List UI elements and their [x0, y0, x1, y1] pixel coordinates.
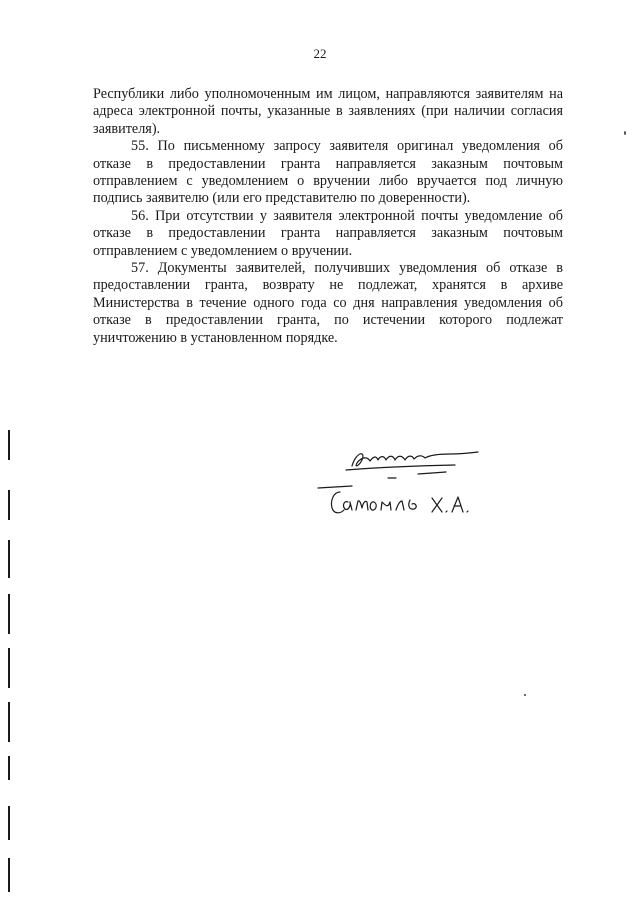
scan-speck [524, 694, 526, 696]
scan-mark [8, 430, 10, 460]
paragraph-57: 57. Документы заявителей, получивших уведомления об отказе в предоставлении гранта, возврату не подлежат, хранятся в архиве Министерства в течение одного года со дня направления уведомления об отказе в предоставлении гранта, по истечении которого подлежат уничтожению в установленном порядке. [93, 260, 563, 346]
scan-mark [8, 648, 10, 688]
signature-icon [310, 430, 510, 530]
paragraph-56: 56. При отсутствии у заявителя электронной почты уведомление об отказе в предоставлении гранта направляется заказным почтовым отправлением с уведомлением о вручении. [93, 207, 563, 259]
scan-mark [8, 756, 10, 780]
scan-mark [8, 540, 10, 578]
scan-mark [8, 594, 10, 634]
page-number: 22 [313, 46, 327, 61]
scan-mark [8, 858, 10, 892]
scan-speck [624, 131, 626, 135]
document-body [93, 86, 563, 347]
scan-mark [8, 490, 10, 520]
scan-mark [8, 702, 10, 742]
handwritten-signature [310, 430, 510, 530]
paragraph-55: 55. По письменному запросу заявителя оригинал уведомления об отказе в предоставлении гранта направляется заказным почтовым отправлением с уведомлением о вручении либо вручается под личную подпись заявителю (или его представителю по доверенности). [93, 138, 563, 207]
scan-mark [8, 806, 10, 840]
paragraph-continuation: Республики либо уполномоченным им лицом, направляются заявителям на адреса электронной почты, указанные в заявлениях (при наличии согласия заявителя). [93, 86, 563, 137]
